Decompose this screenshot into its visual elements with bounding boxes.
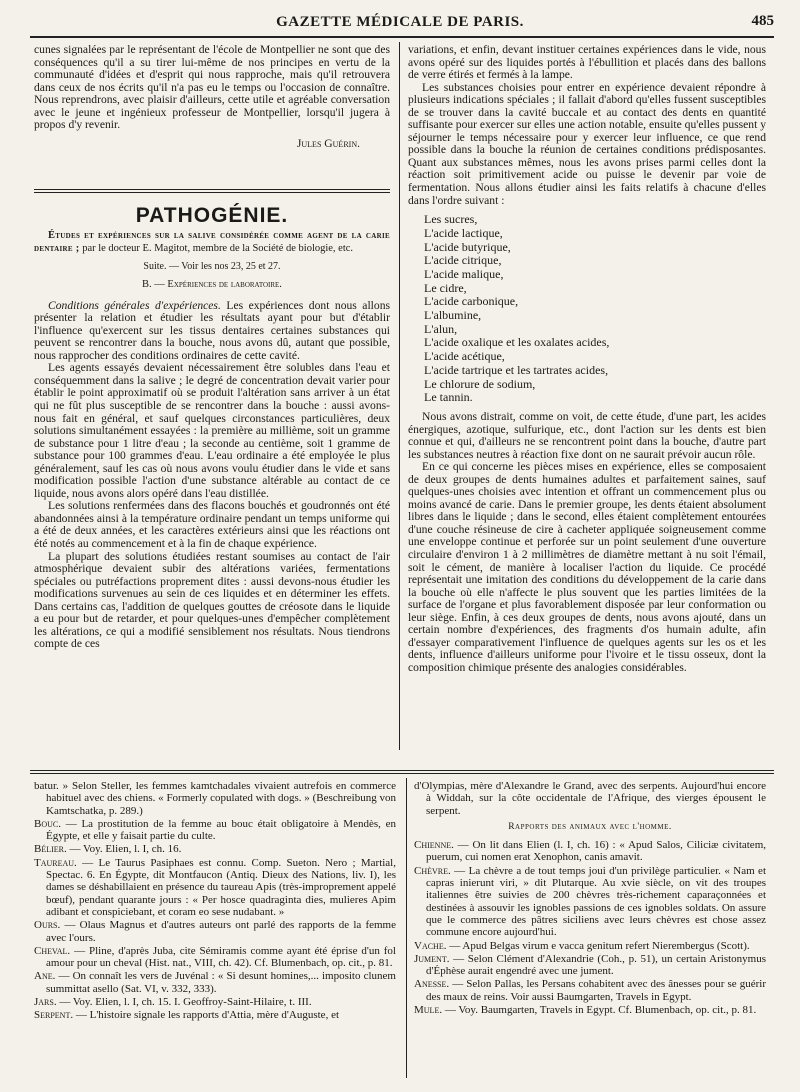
right-column: [408, 44, 766, 674]
list-item: Le chlorure de sodium,: [424, 376, 536, 391]
list-item: L'acide oxalique et les oxalates acides,: [424, 335, 610, 350]
list-item: L'acide citrique,: [424, 253, 502, 268]
running-title: GAZETTE MÉDICALE DE PARIS.: [276, 14, 524, 30]
list-item: L'acide carbonique,: [424, 294, 519, 309]
section-rule-bottom: [34, 192, 390, 193]
note-term: Anesse.: [414, 978, 450, 991]
note-entry: [414, 940, 766, 952]
note-entry: [34, 780, 396, 817]
header-rule: [30, 36, 774, 38]
article-title: [34, 229, 390, 255]
note-text: — La chèvre a de tout temps joui d'un privilège particulier. « Nam et capras inierunt viri, » dit Plutarque. Au xvie siècle, on vit des troupes italiennes être suivies de 200 chèvres très-richement caparaçonnées et destinées à assouvir les ignobles passions de ces ignobles soldats. On assure que le commerce des pâtres siciliens avec leurs chèvres est chose assez commune encore aujourd'hui.: [426, 864, 766, 939]
section-title: PATHOGÉNIE.: [135, 204, 289, 227]
note-entry: [414, 978, 766, 1003]
note-text: — Voy. Elien, l. I, ch. 16.: [66, 843, 182, 856]
paragraph: Les agents essayés devaient nécessairement être solubles dans l'eau et conséquemment dans la salive ; le degré de concentration devait varier pour établir le point approximatif où se produit l'altération sans arriver à un état qui ne fût plus susceptible de se rencontrer dans la bouche : aussi avons-nous fait en général, et sauf quelques circonstances particulières, deux solutions simultanément essayées : la première au millième, soit un gramme de substance pour 1 litre d'eau ; la seconde au centième, soit 1 gramme de substance pour 100 grammes d'eau. L'eau ordinaire a été employée le plus généralement, sauf les cas où nous avons voulu étudier dans le vide et sans modification possible l'action d'une substance altérable au contact de ce liquide, nous avons alors opéré dans l'eau distillée.: [34, 361, 390, 500]
list-item: L'acide lactique,: [424, 225, 503, 240]
note-entry: [34, 857, 396, 918]
list-item: Le tannin.: [424, 390, 473, 405]
note-text: — Voy. Elien, l. I, ch. 15. I. Geoffroy-Saint-Hilaire, t. III.: [56, 996, 312, 1009]
note-term: Ane.: [34, 970, 56, 983]
paragraph: En ce qui concerne les pièces mises en expérience, elles se composaient de deux groupes de dents humaines adultes et parfaitement saines, sauf quelques-unes choisies avec intention et offrant un commencement plus ou moins avancé de carie. Dans le premier groupe, les dents étaient absolument libres dans le liquide ; dans le second, elles étaient complètement entourées d'une couche résineuse de cire à cacheter appliquée soigneusement comme une enveloppe continue et perforée sur un point seulement d'une ouverture circulaire d'environ 1 à 2 millimètres de diamètre mettant à nu soit l'émail, soit le cément, de manière à localiser l'action du liquide. Ce procédé représentait une imitation des conditions du développement de la carie dans la bouche où elle n'affecte le plus souvent que les parties limitées de la surface de l'organe et plus favorablement disposée par leur conformation ou leur siège. Enfin, à ces deux groupes de dents, nous avons ajouté, dans un certain nombre d'expériences, des fragments d'os humain adulte, afin d'essayer comparativement l'influence de quelques agents sur les os et les dents, influence d'ailleurs uniforme pour l'ivoire et le tissu osseux, dont la composition chimique présente des analogies considérables.: [408, 460, 766, 674]
paragraph: Conditions générales d'expériences. Les expériences dont nous allons présenter la relation et étudier les résultats ayant pour but d'établir l'influence qu'exercent sur les tissus dentaires certaines substances qui peuvent se rencontrer dans la bouche, nous avons dû, autant que possible, nous rapprocher des conditions ordinaires de cette cavité.: [34, 298, 391, 362]
note-entry: [414, 839, 766, 864]
notes-rule-top: [30, 770, 774, 771]
note-text: — La prostitution de la femme au bouc était obligatoire à Mendès, en Égypte, et elle y faisait partie du culte.: [46, 817, 396, 843]
note-paragraph: d'Olympias, mère d'Alexandre le Grand, avec des serpents. Aujourd'hui encore à Widdah, sur la côte occidentale de l'Afrique, des vierges épousent le serpent.: [414, 780, 766, 817]
column-divider: [399, 42, 400, 750]
note-text: — Selon Pallas, les Persans cohabitent avec des ânesses pour se guérir des maux de reins. Voir aussi Baumgarten, Travels in Egypt.: [426, 978, 766, 1003]
note-entry: [34, 970, 396, 995]
note-entry: [34, 818, 396, 843]
list-item: Le cidre,: [424, 280, 467, 295]
note-term: Jument.: [414, 952, 450, 965]
continuation-note: Suite. — Voir les nos 23, 25 et 27.: [143, 260, 281, 272]
list-item: Les sucres,: [424, 212, 478, 227]
note-entry: [414, 1004, 766, 1016]
note-entry: [414, 953, 766, 978]
note-text: — On lit dans Elien (l. I, ch. 16) : « Apud Salos, Ciliciæ civitatem, puerum, cui nomen erat Xenophon, canis amavit.: [426, 839, 766, 864]
note-text: — Pline, d'après Juba, cite Sémiramis comme ayant été éprise d'un fol amour pour un cheval (Hist. nat., VIII, ch. 42). Cf. Blumenbach, op. cit., p. 81.: [46, 944, 396, 970]
paragraph: La plupart des solutions étudiées restant soumises au contact de l'air atmosphérique devaient subir des altérations variées, fermentations spéciales ou putréfactions proprement dites : aussi devons-nous étudier les modifications survenues au sein de ces liquides et en déterminer les effets. Dans certains cas, l'addition de quelques gouttes de créosote dans le liquide a eu pour but de retarder, et pour quelques-unes d'empêcher complètement les altérations, ce qui a modifié sensiblement nos résultats. Nous tiendrons compte de ces: [34, 549, 390, 651]
note-text: — Selon Clément d'Alexandrie (Coh., p. 51), un certain Aristonymus d'Éphèse aurait engendré avec une jument.: [426, 952, 766, 978]
list-item: L'acide tartrique et les tartrates acides,: [424, 362, 609, 377]
list-item: L'acide acétique,: [424, 349, 505, 364]
paragraph: Les solutions renfermées dans des flacons bouchés et goudronnés ont été abandonnées ainsi à la température ordinaire pendant un temps uniforme qui a été de deux années, et les caractères extérieurs ainsi que les réactions ont été notés au commencement et à la fin de chaque expérience.: [34, 499, 390, 551]
paragraph: Nous avons distrait, comme on voit, de cette étude, d'une part, les acides énergiques, azotique, sulfurique, etc., dont l'action sur les dents est bien connue et qui, d'ailleurs ne se rencontrent point dans la bouche, d'autre part les substances neutres à réaction fixe dont on ne saurait prévoir aucun rôle.: [408, 409, 766, 461]
note-term: Bouc.: [34, 817, 61, 830]
note-text: — L'histoire signale les rapports d'Attia, mère d'Auguste, et: [73, 1009, 340, 1022]
note-entry: [34, 996, 396, 1008]
note-term: Jars.: [34, 996, 57, 1009]
article-title-author: par le docteur E. Magitot, membre de la Société de biologie, etc.: [79, 242, 354, 254]
page-number: 485: [751, 13, 774, 29]
list-item: L'acide malique,: [424, 266, 504, 281]
continuation-paragraph: cunes signalées par le représentant de l'école de Montpellier ne sont que des conséquences qu'il a su tirer lui-même de nos principes en vertu de la communauté d'idées et d'esprit qui nous rapproche, mais qu'il retrouvera dans ceux de nos écrits qu'il n'a pas eu le temps ou l'occasion de connaître. Nous reprendrons, avec plaisir d'ailleurs, cette utile et agréable conversation avec le jeune et ingénieux professeur de Montpellier, lorsqu'il jugera à propos d'y revenir.: [34, 43, 390, 132]
author-signature: Jules Guérin.: [296, 136, 360, 150]
paragraph: Les substances choisies pour entrer en expérience devaient répondre à plusieurs indications spéciales ; il fallait d'abord qu'elles fussent susceptibles de se trouver dans la cavité buccale et au contact des dents en quantité suffisante pour exercer sur elles une action notable, ensuite qu'elles pussent y séjourner le temps nécessaire pour y exercer leur influence, ce que rend possible dans la bouche la réunion de certaines conditions prédisposantes. Quant aux substances mêmes, nous les avons prises parmi celles dont la réaction soit primitivement acide ou puisse le devenir par voie de fermentation. Nous allons étudier ainsi les faits relatifs à chacune d'elles dans l'ordre suivant :: [408, 80, 766, 207]
notes-rule-bottom: [30, 773, 774, 774]
note-text: — Le Taurus Pasiphaes est connu. Comp. Sueton. Nero ; Martial, Spectac. 6. En Égypte, dit Montfaucon (Antiq. Dieux des Nations, liv. I), les dames se déshabillaient en présence du taureau Apis (très-improprement appelé bœuf), pendant quarante jours : « Per hosce quadraginta dies, mulieres Apim adibant et conspiciebant, et coram eo sese nudabant. »: [46, 856, 396, 918]
note-term: Taureau.: [34, 856, 77, 869]
note-text: — Olaus Magnus et d'autres auteurs ont parlé des rapports de la femme avec l'ours.: [46, 919, 396, 944]
article-title-main: Études et expériences sur la salive considérée comme agent de la carie dentaire ;: [34, 229, 390, 254]
left-column: [34, 44, 390, 150]
note-text: — On connaît les vers de Juvénal : « Si desunt homines,... imposito clunem summittat asello (Sat. VI, v. 332, 333).: [46, 970, 396, 995]
substance-list: [424, 213, 766, 405]
paragraph: variations, et enfin, devant instituer certaines expériences dans le vide, nous avons opéré sur des liquides portés à l'ébullition et placés dans des ballons de verre étirés et fermés à la lampe.: [408, 43, 766, 82]
note-term: Bélier.: [34, 843, 67, 856]
subsection-heading: B. — Expériences de laboratoire.: [142, 279, 282, 291]
section-rule-top: [34, 189, 390, 190]
article-column: [34, 204, 390, 651]
note-text: — Apud Belgas virum e vacca genitum refert Nierembergus (Scott).: [446, 939, 750, 952]
note-entry: [34, 919, 396, 944]
notes-left-column: [34, 780, 396, 1023]
list-item: L'acide butyrique,: [424, 239, 511, 254]
note-text: — Voy. Baumgarten, Travels in Egypt. Cf. Blumenbach, op. cit., p. 81.: [442, 1004, 757, 1017]
notes-right-column: [414, 780, 766, 1017]
notes-right-items: [414, 839, 766, 1016]
note-entry: [34, 843, 396, 855]
note-entry: [34, 945, 396, 970]
note-text: batur. » Selon Steller, les femmes kamtchadales vivaient autrefois en commerce habituel avec des chiens. « Formerly copulated with dogs. » (Beschreibung von Kamtschatka, p. 289.): [34, 780, 396, 817]
list-item: L'albumine,: [424, 308, 482, 323]
note-entry: [34, 1009, 396, 1021]
list-item: L'alun,: [424, 321, 458, 336]
note-term: Chèvre.: [414, 864, 451, 877]
note-entry: [414, 865, 766, 939]
note-term: Cheval.: [34, 944, 71, 957]
notes-subheading: Rapports des animaux avec l'homme.: [508, 821, 672, 832]
note-term: Serpent.: [34, 1009, 74, 1022]
note-term: Ours.: [34, 919, 61, 932]
note-term: Vache.: [414, 939, 447, 952]
lead-phrase: Conditions générales d'expériences.: [48, 298, 221, 312]
note-term: Mule.: [414, 1004, 443, 1017]
notes-column-divider: [406, 778, 407, 1078]
note-term: Chienne.: [414, 839, 454, 852]
